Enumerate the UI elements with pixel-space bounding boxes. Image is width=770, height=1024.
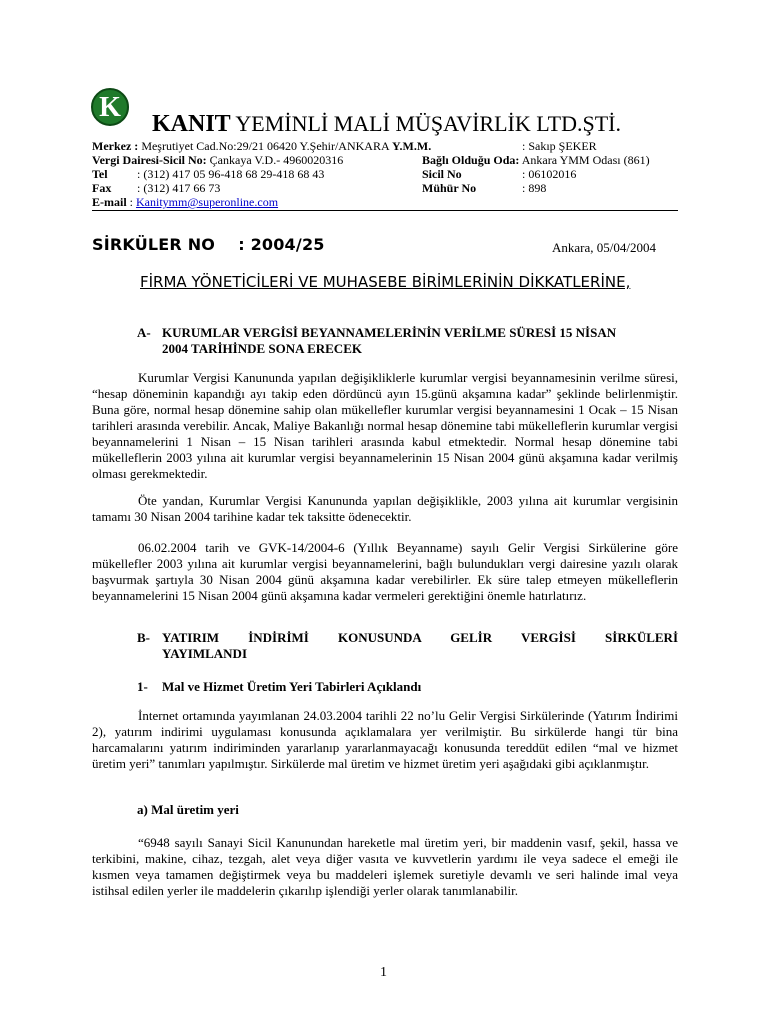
vergi-value: Çankaya V.D.- 4960020316 (206, 153, 344, 167)
tel-label: Tel (92, 167, 108, 181)
header-divider (92, 210, 678, 211)
section-a-paragraph-1: Kurumlar Vergisi Kanununda yapılan değişikliklerle kurumlar vergisi beyannamesinin verilme süresi, “hesap döneminin kapandığı ayı takip eden dördüncü ayın 15.günü akşamına kadar” şeklinde belirlenmiştir. Buna göre, normal hesap dönemine sahip olan mükellefler kurumlar vergisi beyannamesini 1 Ocak – 15 Nisan tarihleri arasında verebilir. Ancak, Maliye Bakanlığı normal hesap dönemine tabi mükelleflerin kurumlar vergisi beyannamelerini 1 Nisan – 15 Nisan tarihleri arasında kabul etmektedir. Normal hesap dönemine tabi mükelleflerin 2003 yılına ait kurumlar vergisi beyannamelerinin 15 Nisan 2004 günü akşamına kadar verilmiş olması gerekmektedir. (92, 370, 678, 481)
tel-value: : (312) 417 05 96-418 68 29-418 68 43 (137, 167, 325, 181)
section-a-title-line1: KURUMLAR VERGİSİ BEYANNAMELERİNİN VERİLME SÜRESİ 15 NİSAN (162, 325, 617, 340)
company-name (152, 111, 621, 138)
email-line (92, 195, 278, 209)
ymm-label: Y.M.M. (391, 139, 432, 153)
fax-value: : (312) 417 66 73 (137, 181, 221, 195)
vergi-line (92, 153, 343, 167)
section-b-paragraph-2: “6948 sayılı Sanayi Sicil Kanunundan hareketle mal üretim yeri, bir maddenin vasıf, şekil, hassa ve terkibini, makine, cihaz, tezgah, alet veya diğer vasıta ve kuvvetlerin yardımı ile veya sadece el emeği ile kısmen veya tamamen değiştirmek veya bu maddeleri işlemek suretiyle devamlı ve seri halinde imal veya istihsal edilen yerler ile maddelerin çıkarılıp işlendiği yerler olarak tanımlanabilir. (92, 835, 678, 898)
merkez-label: Merkez : (92, 139, 139, 153)
oda-label: Bağlı Olduğu Oda: (422, 153, 520, 167)
subsection-a-title: a) Mal üretim yeri (137, 802, 239, 817)
section-b-paragraph-1: İnternet ortamında yayımlanan 24.03.2004 tarihli 22 no’lu Gelir Vergisi Sirkülerinde (Yatırım İndirimi 2), yatırım indirimi uygulaması konusunda açıklamalara yer verilmiştir. Bu sirkülerde hangi tür bina harcamalarını yatırım indiriminden yararlanıp yararlanmayacağı konusunda tereddüt edilen “mal ve hizmet üretim yeri” tanımları yapılmıştır. Sirkülerde mal üretim ve hizmet üretim yeri aşağıdaki gibi açıklanmıştır. (92, 708, 678, 771)
vergi-label: Vergi Dairesi-Sicil No: (92, 153, 207, 167)
subsection-1-title: Mal ve Hizmet Üretim Yeri Tabirleri Açıklandı (162, 679, 422, 694)
section-b-title-line1: YATIRIM İNDİRİMİ KONUSUNDA GELİR VERGİSİ SİRKÜLERİ (162, 630, 678, 645)
oda-line (422, 153, 650, 167)
fax-label: Fax (92, 181, 112, 195)
subsection-1-label: 1- (137, 679, 148, 694)
merkez-value: Meşrutiyet Cad.No:29/21 06420 Y.Şehir/ANKARA (138, 139, 389, 153)
section-a-paragraph-2: Öte yandan, Kurumlar Vergisi Kanununda yapılan değişiklikle, 2003 yılına ait kurumlar vergisinin tamamı 30 Nisan 2004 tarihine kadar tek taksitte ödenecektir. (92, 493, 678, 524)
attention-heading: FİRMA YÖNETİCİLERİ VE MUHASEBE BİRİMLERİNİN DİKKATLERİNE, (140, 273, 631, 291)
muhur-label: Mühür No (422, 181, 477, 195)
company-name-rest: YEMİNLİ MALİ MÜŞAVİRLİK LTD.ŞTİ. (230, 111, 621, 136)
circular-date: Ankara, 05/04/2004 (552, 240, 656, 255)
email-link[interactable]: Kanitymm@superonline.com (136, 195, 279, 209)
page-number: 1 (380, 965, 387, 980)
email-label: E-mail (92, 195, 127, 209)
ymm-value: : Sakıp ŞEKER (522, 139, 597, 153)
oda-value: Ankara YMM Odası (861) (519, 153, 650, 167)
company-logo (91, 88, 129, 126)
company-name-bold: KANIT (152, 111, 231, 137)
circular-number: SİRKÜLER NO : 2004/25 (92, 235, 325, 254)
muhur-value: : 898 (522, 181, 547, 195)
section-a-paragraph-3: 06.02.2004 tarih ve GVK-14/2004-6 (Yıllık Beyanname) sayılı Gelir Vergisi Sirkülerine göre mükellefler 2003 yılına ait kurumlar vergisi beyannamelerini, bağlı bulundukları vergi dairesine yazılı olarak başvurmak şartıyla 30 Nisan 2004 günü akşamına kadar verebilirler. Ek süre talep etmeyen mükelleflerin beyannamelerini 15 Nisan 2004 günü akşamına kadar vermeleri gerektiğini önemle hatırlatırız. (92, 540, 678, 603)
section-b-label: B- (137, 630, 150, 645)
logo-letter: K (99, 92, 121, 123)
sicil-label: Sicil No (422, 167, 462, 181)
section-a-label: A- (137, 325, 151, 340)
section-b-title-line2: YAYIMLANDI (162, 646, 248, 661)
merkez-line (92, 139, 431, 153)
email-sep: : (126, 195, 137, 209)
section-a-title-line2: 2004 TARİHİNDE SONA ERECEK (162, 341, 362, 356)
sicil-value: : 06102016 (522, 167, 577, 181)
